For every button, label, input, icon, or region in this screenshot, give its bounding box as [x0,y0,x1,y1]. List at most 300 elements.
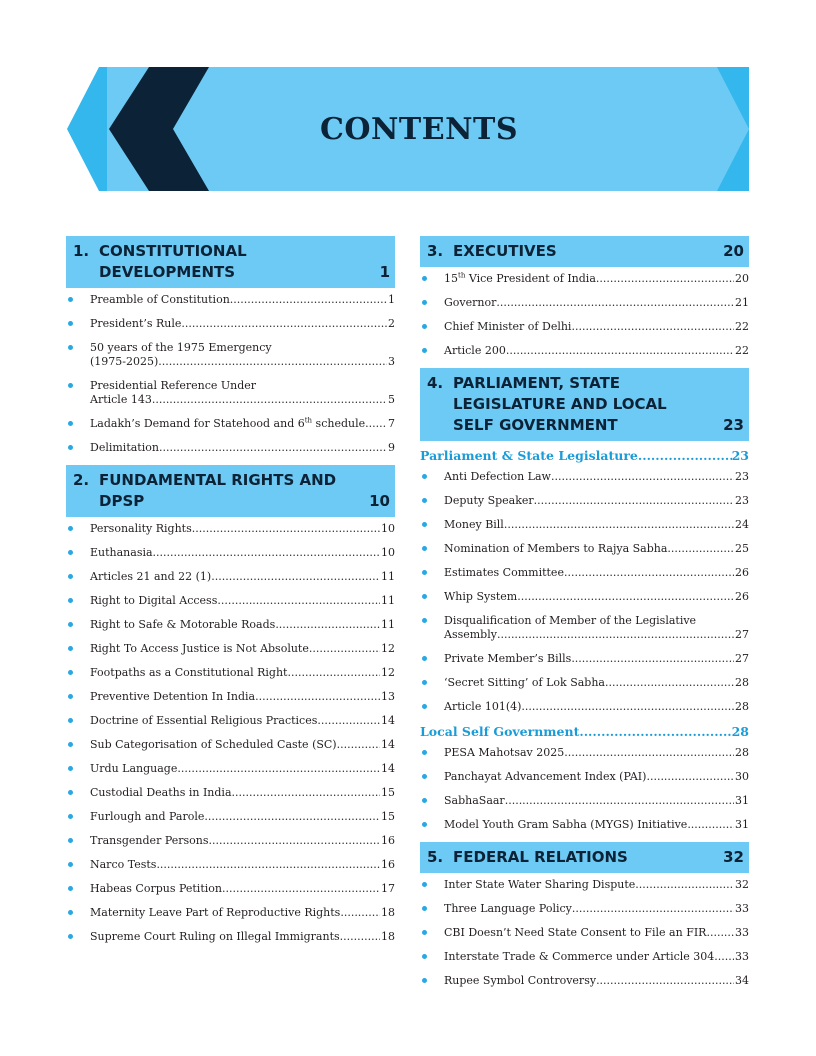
entry-line [90,341,395,355]
bullet-icon [422,276,427,281]
entry-line [444,652,749,666]
toc-entry[interactable] [66,858,395,872]
toc-entry[interactable] [420,652,749,666]
section-heading[interactable] [66,236,395,288]
entry-line [444,974,749,988]
toc-entry[interactable] [66,341,395,369]
entry-line [90,786,395,800]
entry-title-text: Sub Categorisation of Scheduled Caste (SC) [90,738,337,751]
entry-page-number: 26 [735,566,749,579]
entry-title-text: 15 [444,272,458,285]
toc-entry[interactable] [420,770,749,784]
toc-entry[interactable] [420,590,749,604]
bullet-icon [422,546,427,551]
entry-page-number: 34 [735,974,749,987]
entry-title [90,762,177,776]
entry-page-number: 25 [735,542,749,555]
bullet-icon [422,822,427,827]
entry-line [90,522,395,536]
entry-page-number: 11 [381,570,395,583]
toc-entry[interactable] [66,570,395,584]
bullet-icon [68,345,73,350]
dot-leader [287,666,380,680]
bullet-icon [422,930,427,935]
toc-entry[interactable] [420,926,749,940]
entry-title [90,546,153,560]
entry-title [444,878,635,892]
entry-title [444,542,667,556]
section-page-number: 32 [723,848,744,866]
entry-page-number: 15 [381,810,395,823]
entry-title [444,470,551,484]
toc-entry[interactable] [66,786,395,800]
dot-leader [159,441,387,455]
dot-leader [192,522,380,536]
toc-entry[interactable] [420,878,749,892]
entry-line [444,676,749,690]
entry-line [90,355,395,369]
entry-title [90,930,340,944]
subsection-heading[interactable] [420,448,749,464]
entry-page-number: 7 [388,417,395,430]
entry-line [444,296,749,310]
bullet-icon [68,526,73,531]
entry-page-number: 30 [735,770,749,783]
dot-leader [551,470,734,484]
entry-title [444,590,517,604]
entry-page-number: 12 [381,642,395,655]
dot-leader [505,794,734,808]
entry-title-text: Whip System [444,590,518,603]
entry-page-number: 22 [735,344,749,357]
bullet-icon [68,814,73,819]
dot-leader [517,590,734,604]
dot-leader [340,906,380,920]
dot-leader [496,296,734,310]
spacer [420,441,749,448]
bullet-icon [422,594,427,599]
dot-leader [506,344,734,358]
toc-entry[interactable] [420,614,749,642]
entry-title-continued: (1975-2025) [90,355,159,368]
entry-title-text: SabhaSaar [444,794,505,807]
entry-line [444,494,749,508]
entry-title [90,714,317,728]
section-number: 4. [427,374,444,392]
bullet-icon [422,882,427,887]
entry-title [90,441,159,455]
toc-entry[interactable] [420,676,749,690]
entry-line [444,950,749,964]
toc-entry[interactable] [420,974,749,988]
entry-line [90,930,395,944]
subsection-heading[interactable] [420,724,749,740]
entry-page-number: 11 [381,618,395,631]
dot-leader [706,926,734,940]
dot-leader [564,566,734,580]
entry-title-text: Furlough and Parole [90,810,205,823]
dot-leader [230,293,387,307]
entry-line [90,393,395,407]
toc-entry[interactable] [66,810,395,824]
toc-entry[interactable] [66,546,395,560]
toc-entry[interactable] [66,293,395,307]
dot-leader [504,518,734,532]
entry-page-number: 31 [735,818,749,831]
dot-leader [232,786,380,800]
toc-entry[interactable] [420,566,749,580]
entry-title-text: Doctrine of Essential Religious Practices [90,714,318,727]
entry-page-number: 9 [388,441,395,454]
entry-line [90,762,395,776]
toc-entry[interactable] [420,344,749,358]
dot-leader [255,690,380,704]
entry-title-text: Rupee Symbol Controversy [444,974,597,987]
entry-title-text: Article 101(4) [444,700,522,713]
entry-title [444,746,564,760]
section-heading[interactable] [66,465,395,517]
entry-page-number: 33 [735,950,749,963]
entry-page-number: 28 [735,676,749,689]
entry-title [444,272,596,286]
entry-line [90,546,395,560]
entry-page-number: 23 [735,494,749,507]
section-number: 2. [73,471,90,489]
entry-title-text: Governor [444,296,497,309]
bullet-icon [422,498,427,503]
contents-banner [67,67,749,191]
entry-page-number: 2 [388,317,395,330]
entry-line [444,700,749,714]
entry-page-number: 16 [381,858,395,871]
page-title: CONTENTS [319,111,519,147]
entry-line [444,566,749,580]
subsection-title: Parliament & State Legislature [420,448,638,463]
dot-leader [217,594,380,608]
bullet-icon [422,954,427,959]
dot-leader [596,272,734,286]
toc-entry[interactable] [66,594,395,608]
dot-leader [177,762,380,776]
entry-title-text: Anti Defection Law [444,470,551,483]
entry-title-text: Deputy Speaker [444,494,534,507]
entry-page-number: 3 [388,355,395,368]
entry-title [90,882,222,896]
toc-entry[interactable] [66,317,395,331]
toc-entry[interactable] [66,379,395,407]
toc-entry[interactable] [66,522,395,536]
entry-line [444,902,749,916]
section-page-number: 10 [369,492,390,510]
bullet-icon [68,886,73,891]
entry-line [90,810,395,824]
section-heading[interactable] [420,236,749,267]
toc-entry[interactable] [66,417,395,431]
toc-entry[interactable] [420,542,749,556]
entry-title [90,834,209,848]
toc-entry[interactable] [66,618,395,632]
bullet-icon [68,742,73,747]
entry-list [420,878,749,988]
toc-entry[interactable] [420,470,749,484]
entry-title-text: President’s Rule [90,317,182,330]
dot-leader [152,393,387,407]
entry-title [444,652,571,666]
entry-title-text: CBI Doesn’t Need State Consent to File an FIR [444,926,707,939]
section-title: FUNDAMENTAL RIGHTS AND DPSP [99,471,337,510]
entry-line [444,628,749,642]
dot-leader [222,882,380,896]
bullet-icon [68,321,73,326]
entry-title-text: Money Bill [444,518,504,531]
entry-page-number: 5 [388,393,395,406]
entry-line [90,642,395,656]
subsection-page-number: 23 [731,448,749,463]
dot-leader [667,542,734,556]
entry-page-number: 27 [735,652,749,665]
toc-entry[interactable] [66,690,395,704]
entry-title [90,570,211,584]
entry-title [444,818,687,832]
bullet-icon [68,790,73,795]
entry-title [90,858,156,872]
entry-title [444,902,572,916]
bullet-icon [68,862,73,867]
entry-title-text: Model Youth Gram Sabha (MYGS) Initiative [444,818,688,831]
entry-page-number: 17 [381,882,395,895]
dot-leader [181,317,387,331]
entry-line [90,834,395,848]
toc-entry[interactable] [420,272,749,286]
bullet-icon [422,618,427,623]
bullet-icon [422,704,427,709]
toc-entry[interactable] [66,834,395,848]
toc-entry[interactable] [66,762,395,776]
entry-title: Disqualification of Member of the Legislative [444,614,697,627]
dot-leader [687,818,734,832]
toc-entry[interactable] [66,882,395,896]
toc-entry[interactable] [420,700,749,714]
entry-line [90,906,395,920]
bullet-icon [422,324,427,329]
entry-page-number: 21 [735,296,749,309]
entry-page-number: 33 [735,926,749,939]
toc-entry[interactable] [420,950,749,964]
section-heading[interactable] [420,368,749,441]
section-title: CONSTITUTIONAL DEVELOPMENTS [99,242,247,281]
entry-title-superscript: th [304,416,313,425]
entry-title-text: Ladakh’s Demand for Statehood and 6 [90,417,305,430]
toc-entry[interactable] [66,642,395,656]
entry-line [444,590,749,604]
dot-leader [317,714,380,728]
entry-line [90,690,395,704]
entry-title [90,618,275,632]
entry-page-number: 31 [735,794,749,807]
entry-page-number: 18 [381,906,395,919]
section-page-number: 23 [723,416,744,434]
entry-title-text: Article 200 [444,344,506,357]
entry-title-text: Urdu Language [90,762,178,775]
toc-entry[interactable] [420,818,749,832]
section-heading[interactable] [420,842,749,873]
entry-line [90,379,395,393]
toc-entry[interactable] [420,320,749,334]
bullet-icon [422,680,427,685]
toc-entry[interactable] [420,494,749,508]
dot-leader [635,878,734,892]
entry-title-text: Supreme Court Ruling on Illegal Immigrants [90,930,340,943]
dot-leader [564,746,734,760]
entry-line [90,570,395,584]
toc-entry[interactable] [420,794,749,808]
entry-title-text: ‘Secret Sitting’ of Lok Sabha [444,676,605,689]
entry-line [444,794,749,808]
entry-line [90,293,395,307]
entry-title [444,926,706,940]
entry-line [444,770,749,784]
entry-title [90,317,181,331]
entry-line [444,746,749,760]
entry-list [420,470,749,714]
entry-title-text: Narco Tests [90,858,157,871]
toc-entry[interactable] [420,518,749,532]
contents-column-left [66,236,395,954]
entry-title [90,293,230,307]
toc-entry[interactable] [420,746,749,760]
entry-title-text: Custodial Deaths in India [90,786,232,799]
entry-title-superscript: th [458,271,466,280]
entry-line [444,878,749,892]
section-page-number: 1 [379,263,390,281]
dot-leader [204,810,380,824]
entry-title-text: Inter State Water Sharing Dispute [444,878,636,891]
bullet-icon [68,766,73,771]
bullet-icon [68,670,73,675]
section-title: FEDERAL RELATIONS [453,848,628,866]
bullet-icon [68,574,73,579]
bullet-icon [68,421,73,426]
bullet-icon [422,300,427,305]
bullet-icon [68,383,73,388]
entry-page-number: 20 [735,272,749,285]
dot-leader [309,642,380,656]
entry-title-text: Chief Minister of Delhi [444,320,572,333]
entry-title [444,494,534,508]
entry-page-number: 24 [735,518,749,531]
dot-leader [571,320,734,334]
entry-title-text: Right to Digital Access [90,594,218,607]
toc-entry[interactable] [420,902,749,916]
bullet-icon [422,656,427,661]
entry-page-number: 1 [388,293,395,306]
bullet-icon [422,522,427,527]
entry-title-text: Nomination of Members to Rajya Sabha [444,542,668,555]
toc-entry[interactable] [66,714,395,728]
entry-title [90,594,217,608]
dot-leader [534,494,734,508]
entry-title [444,344,506,358]
bullet-icon [422,474,427,479]
entry-page-number: 27 [735,628,749,641]
dot-leader [572,902,734,916]
entry-line [444,542,749,556]
toc-entry[interactable] [66,906,395,920]
entry-title [444,320,571,334]
entry-title-text: Personality Rights [90,522,192,535]
entry-line [444,344,749,358]
bullet-icon [68,838,73,843]
bullet-icon [68,297,73,302]
dot-leader [337,738,380,752]
entry-title-continued: Article 143 [90,393,152,406]
entry-page-number: 18 [381,930,395,943]
entry-page-number: 13 [381,690,395,703]
entry-page-number: 14 [381,762,395,775]
entry-title [444,296,496,310]
entry-title-text: Private Member’s Bills [444,652,572,665]
dot-leader [209,834,381,848]
entry-list [66,522,395,944]
entry-title-text: Preamble of Constitution [90,293,230,306]
entry-line [444,320,749,334]
entry-line [90,317,395,331]
dot-leader [596,974,734,988]
entry-title-text-after: Vice President of India [465,272,596,285]
bullet-icon [422,978,427,983]
entry-title-text: Footpaths as a Constitutional Right [90,666,288,679]
dot-leader [211,570,380,584]
entry-title [90,417,365,431]
entry-title-text: Euthanasia [90,546,153,559]
entry-page-number: 23 [735,470,749,483]
entry-title-text: Transgender Persons [90,834,209,847]
entry-title [444,566,564,580]
bullet-icon [422,774,427,779]
dot-leader [156,858,380,872]
entry-line [90,666,395,680]
toc-entry[interactable] [66,738,395,752]
entry-line [90,417,395,431]
dot-leader [497,628,734,642]
entry-page-number: 10 [381,522,395,535]
entry-title [444,700,521,714]
entry-title [90,642,309,656]
entry-page-number: 32 [735,878,749,891]
entry-title [90,666,287,680]
entry-line [90,858,395,872]
bullet-icon [68,550,73,555]
entry-title [90,786,232,800]
entry-line [90,618,395,632]
entry-title [90,522,192,536]
dot-leader [579,724,731,740]
section-number: 1. [73,242,90,260]
toc-entry[interactable] [66,441,395,455]
entry-title-text: Preventive Detention In India [90,690,256,703]
section-number: 3. [427,242,444,260]
toc-entry[interactable] [66,666,395,680]
entry-title-text: Interstate Trade & Commerce under Article 304 [444,950,715,963]
toc-entry[interactable] [420,296,749,310]
entry-title [444,518,504,532]
bullet-icon [68,445,73,450]
entry-list [420,746,749,832]
bullet-icon [68,694,73,699]
toc-entry[interactable] [66,930,395,944]
entry-line [444,272,749,286]
entry-page-number: 16 [381,834,395,847]
